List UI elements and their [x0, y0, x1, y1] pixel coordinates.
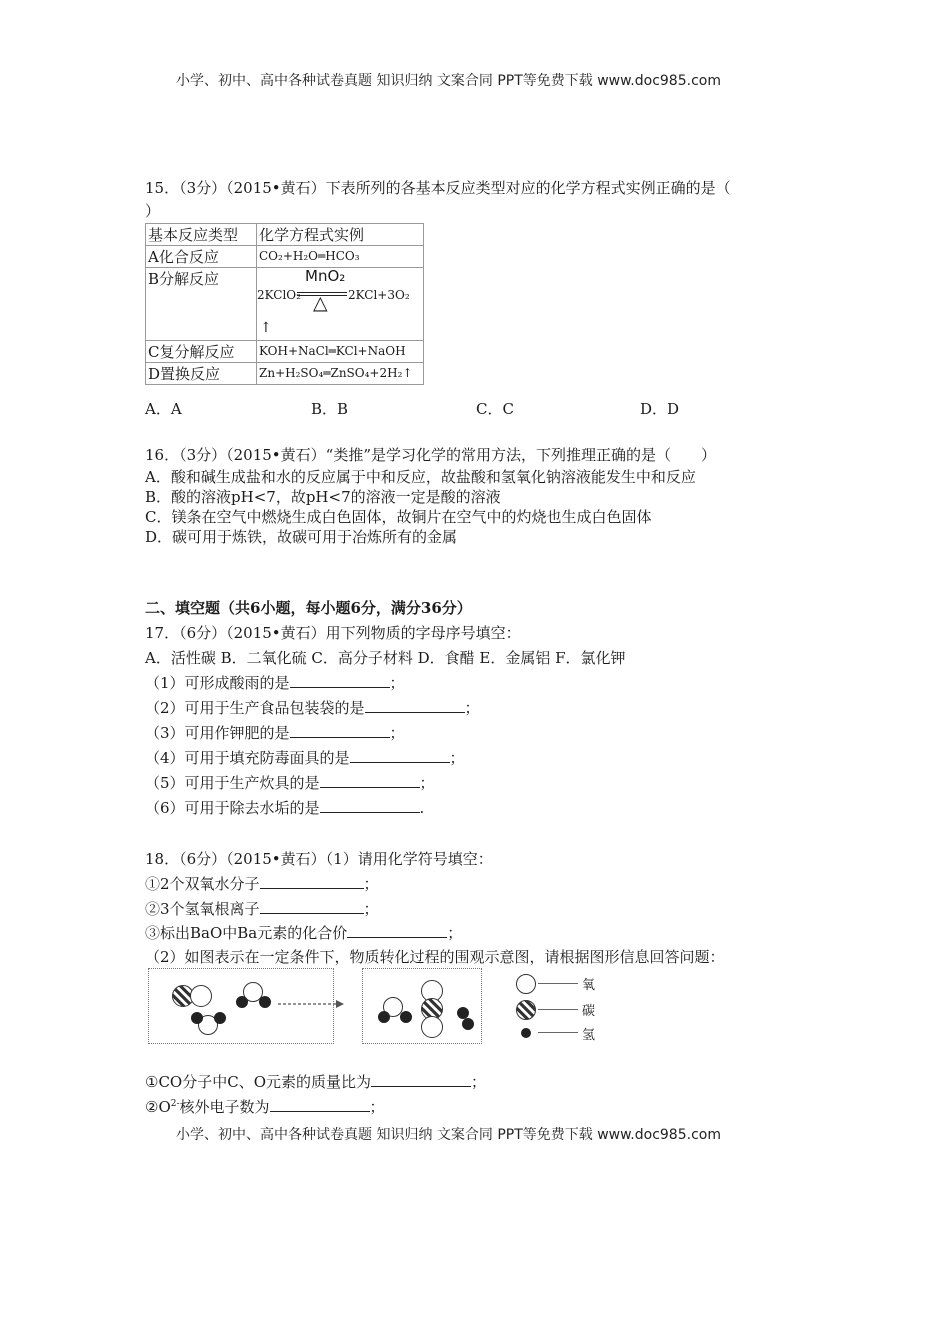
- q18-item-end: ；: [447, 924, 463, 942]
- hydrogen-atom: [400, 1011, 412, 1023]
- q18-item-text: ③标出BaO中Ba元素的化合价: [145, 924, 348, 942]
- q17-item-text: （1）可形成酸雨的是: [145, 674, 290, 692]
- q17-item-4: [145, 747, 465, 768]
- legend-line: [538, 1009, 578, 1010]
- row-c-label: C复分解反应: [146, 341, 257, 363]
- hydrogen-atom: [191, 1012, 203, 1024]
- q17-item-2: [145, 697, 480, 718]
- q17-item-text: （4）可用于填充防毒面具的是: [145, 749, 350, 767]
- page-footer: 小学、初中、高中各种试卷真题 知识归纳 文案合同 PPT等免费下载 www.doc985.com: [176, 1127, 721, 1143]
- hydrogen-atom: [236, 996, 248, 1008]
- oxygen-atom: [190, 985, 212, 1007]
- table-header-type: 基本反应类型: [146, 224, 257, 246]
- row-a-label: A化合反应: [146, 246, 257, 268]
- q17-item-end: ；: [449, 749, 465, 767]
- q17-choices: A．活性碳 B．二氧化硫 C．高分子材料 D．食醋 E．金属铝 F．氯化钾: [145, 649, 626, 667]
- page-header: 小学、初中、高中各种试卷真题 知识归纳 文案合同 PPT等免费下载 www.doc985.com: [176, 73, 721, 89]
- q18-co-ratio: [145, 1071, 486, 1092]
- table-row: [146, 341, 424, 363]
- q15-option-a[interactable]: A．A: [145, 400, 182, 418]
- q15-stem-end: ）: [145, 202, 161, 220]
- q15-option-d[interactable]: D．D: [640, 400, 680, 418]
- hydrogen-atom: [259, 996, 271, 1008]
- q17-item-end: ；: [464, 699, 480, 717]
- q18-o2-electrons: [145, 1096, 385, 1117]
- q18-item-end: ；: [363, 900, 379, 918]
- q17-item-text: （6）可用于除去水垢的是: [145, 799, 320, 817]
- q17-item-6: [145, 797, 424, 818]
- q15-stem: 15．（3分）（2015•黄石）下表所列的各基本反应类型对应的化学方程式实例正确的是（: [145, 179, 731, 197]
- oxygen-atom: [421, 1016, 443, 1038]
- q18-item-end: ；: [363, 875, 379, 893]
- answer-blank[interactable]: [270, 1097, 370, 1112]
- section-title: 二、填空题（共6小题，每小题6分，满分36分）: [145, 599, 472, 617]
- legend-line: [538, 1032, 578, 1033]
- q18-co-end: ；: [471, 1073, 487, 1091]
- reaction-arrow-icon: [276, 998, 346, 1010]
- equation-left: 2KClO₂: [257, 288, 301, 302]
- q18-item-2: [145, 898, 379, 919]
- q16-stem: 16．（3分）（2015•黄石）“类推”是学习化学的常用方法，下列推理正确的是（ ）: [145, 446, 716, 464]
- q17-item-end: ；: [389, 674, 405, 692]
- answer-blank[interactable]: [320, 798, 420, 813]
- heat-symbol: △: [313, 292, 328, 314]
- legend-oxygen-icon: [516, 974, 536, 994]
- q17-item-3: [145, 722, 405, 743]
- gas-arrow: ↑: [260, 320, 272, 336]
- q16-option-c[interactable]: C．镁条在空气中燃烧生成白色固体，故铜片在空气中的灼烧也生成白色固体: [145, 508, 652, 526]
- q18-item-1: [145, 873, 379, 894]
- table-row: [146, 363, 424, 385]
- hydrogen-atom: [214, 1012, 226, 1024]
- q17-item-end: ；: [419, 774, 435, 792]
- row-b-label: B分解反应: [146, 268, 257, 341]
- catalyst-label: MnO₂: [305, 267, 346, 285]
- hydrogen-atom: [378, 1011, 390, 1023]
- answer-blank[interactable]: [290, 723, 390, 738]
- row-d-label: D置换反应: [146, 363, 257, 385]
- q18-stem: 18．（6分）（2015•黄石）（1）请用化学符号填空：: [145, 850, 493, 868]
- q15-option-c[interactable]: C．C: [476, 400, 514, 418]
- table-header-row: [146, 224, 424, 246]
- q17-item-end: .: [419, 799, 425, 817]
- q18-item-text: ②3个氢氧根离子: [145, 900, 260, 918]
- row-c-equation: KOH+NaCl═KCl+NaOH: [257, 341, 424, 363]
- legend-hydrogen-icon: [521, 1028, 531, 1038]
- q18-o2-pre: ②O: [145, 1098, 171, 1116]
- q18-item-text: ①2个双氧水分子: [145, 875, 260, 893]
- answer-blank[interactable]: [260, 899, 364, 914]
- row-d-equation: Zn+H₂SO₄═ZnSO₄+2H₂↑: [257, 363, 424, 385]
- table-row: [146, 246, 424, 268]
- legend-carbon-icon: [516, 1000, 536, 1020]
- q17-item-5: [145, 772, 435, 793]
- q18-o2-post: 核外电子数为: [179, 1098, 270, 1116]
- hydrogen-atom: [462, 1018, 474, 1030]
- q17-stem: 17．（6分）（2015•黄石）用下列物质的字母序号填空：: [145, 624, 521, 642]
- equation-right: 2KCl+3O₂: [348, 288, 410, 302]
- q17-item-end: ；: [389, 724, 405, 742]
- legend-hydrogen-label: 氢: [582, 1028, 596, 1043]
- legend-oxygen-label: 氧: [582, 978, 596, 993]
- q18-part2: （2）如图表示在一定条件下，物质转化过程的围观示意图，请根据图形信息回答问题：: [145, 948, 725, 966]
- reaction-table: [145, 223, 424, 385]
- q16-option-d[interactable]: D．碳可用于炼铁，故碳可用于冶炼所有的金属: [145, 528, 458, 546]
- answer-blank[interactable]: [320, 773, 420, 788]
- answer-blank[interactable]: [365, 698, 465, 713]
- q17-item-1: [145, 672, 405, 693]
- q17-item-text: （5）可用于生产炊具的是: [145, 774, 320, 792]
- q15-option-b[interactable]: B．B: [311, 400, 349, 418]
- answer-blank[interactable]: [371, 1072, 471, 1087]
- q16-option-b[interactable]: B．酸的溶液pH<7，故pH<7的溶液一定是酸的溶液: [145, 488, 501, 506]
- row-b-equation: [257, 268, 424, 341]
- q18-o2-sup: 2-: [170, 1099, 180, 1109]
- legend-carbon-label: 碳: [582, 1004, 596, 1019]
- q18-co-text: ①CO分子中C、O元素的质量比为: [145, 1073, 371, 1091]
- answer-blank[interactable]: [260, 874, 364, 889]
- table-header-example: 化学方程式实例: [257, 224, 424, 246]
- q16-option-a[interactable]: A．酸和碱生成盐和水的反应属于中和反应，故盐酸和氢氧化钠溶液能发生中和反应: [145, 468, 696, 486]
- table-row: [146, 268, 424, 341]
- q18-o2-end: ；: [369, 1098, 385, 1116]
- q17-item-text: （3）可用作钾肥的是: [145, 724, 290, 742]
- answer-blank[interactable]: [347, 923, 447, 938]
- q17-item-text: （2）可用于生产食品包装袋的是: [145, 699, 365, 717]
- legend-line: [538, 983, 578, 984]
- answer-blank[interactable]: [290, 673, 390, 688]
- q18-item-3: [145, 922, 462, 943]
- answer-blank[interactable]: [350, 748, 450, 763]
- row-a-equation: CO₂+H₂O═HCO₃: [257, 246, 424, 268]
